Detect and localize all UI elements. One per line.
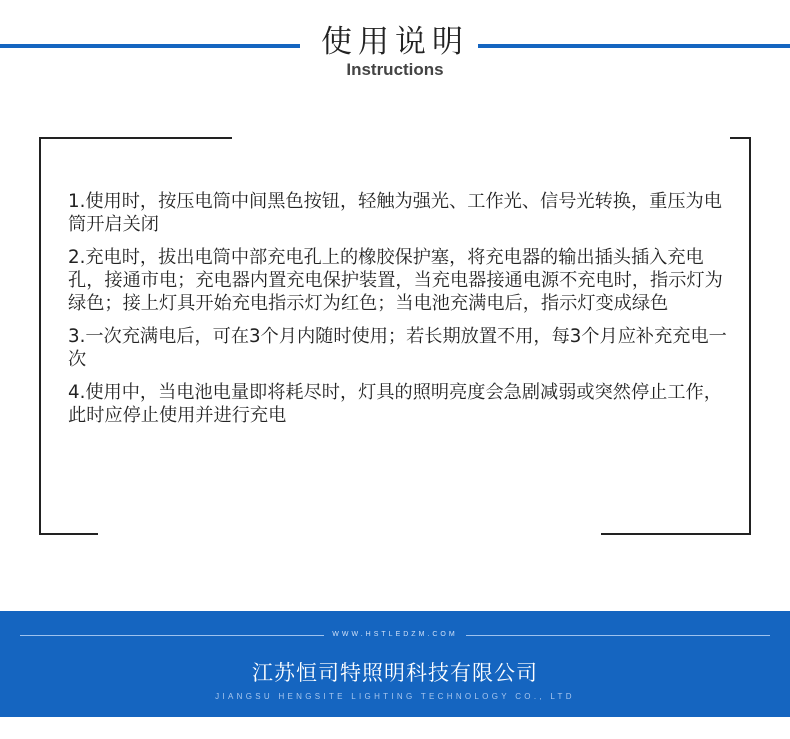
frame-corner-bottom-left [39, 533, 98, 535]
footer-company-name: 江苏恒司特照明科技有限公司 [252, 661, 538, 685]
footer-rule-right [466, 635, 770, 636]
frame-corner-top-right [730, 137, 751, 139]
header-rule-right [478, 44, 790, 48]
footer-rule-left [20, 635, 324, 636]
frame-corner-top-left [39, 137, 232, 139]
page-title: 使用说明 [321, 24, 469, 60]
instruction-item: 4.使用中，当电池电量即将耗尽时，灯具的照明亮度会急剧减弱或突然停止工作，此时应停止使用并进行充电 [68, 382, 722, 426]
instruction-item: 3.一次充满电后，可在3个月内随时使用；若长期放置不用，每3个月应补充充电一次 [68, 326, 727, 370]
frame-side-left [39, 137, 41, 535]
frame-side-right [749, 137, 751, 535]
instruction-item: 1.使用时，按压电筒中间黑色按钮，轻触为强光、工作光、信号光转换，重压为电筒开启关闭 [68, 191, 722, 235]
page-subtitle: Instructions [346, 60, 444, 79]
instruction-item: 2.充电时，拔出电筒中部充电孔上的橡胶保护塞，将充电器的输出插头插入充电孔，接通市电；充电器内置充电保护装置，当充电器接通电源不充电时，指示灯为绿色；接上灯具开始充电指示灯为红色；当电池充满电后，指示灯变成绿色 [68, 247, 723, 314]
footer-banner [0, 611, 790, 717]
footer-company-name-en: JIANGSU HENGSITE LIGHTING TECHNOLOGY CO., LTD [215, 692, 575, 701]
footer-website: WWW.HSTLEDZM.COM [332, 631, 458, 638]
header-rule-left [0, 44, 300, 48]
instructions-list [68, 190, 733, 437]
frame-corner-bottom-right [601, 533, 751, 535]
